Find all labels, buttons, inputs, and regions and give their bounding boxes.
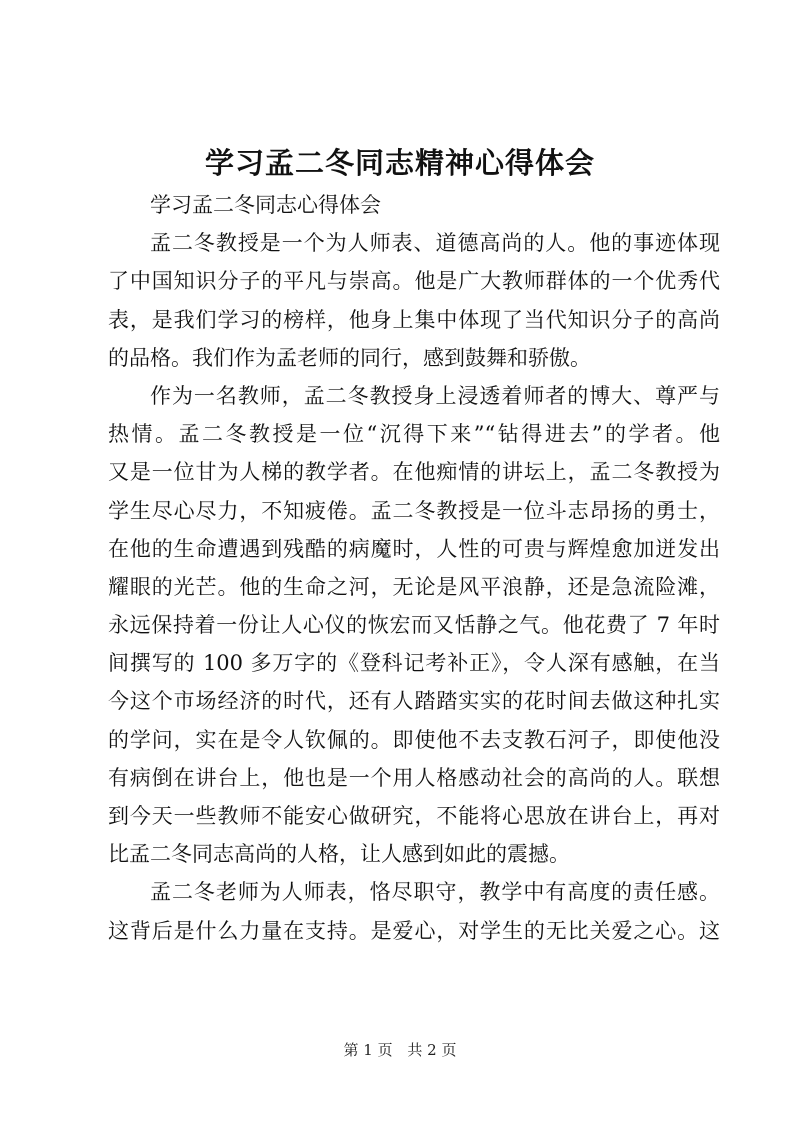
paragraph-1-line-3: 表，是我们学习的榜样，他身上集中体现了当代知识分子的高尚	[108, 307, 720, 332]
paragraph-2-line-9: 今这个市场经济的时代，还有人踏踏实实的花时间去做这种扎实	[108, 689, 720, 714]
paragraph-2-line-6: 耀眼的光芒。他的生命之河，无论是风平浪静，还是急流险滩，	[108, 574, 720, 599]
document-body	[108, 186, 720, 950]
paragraph-2-line-8: 间撰写的 100 多万字的《登科记考补正》，令人深有感触，在当	[108, 651, 720, 676]
paragraph-3-line-1: 孟二冬老师为人师表，恪尽职守，教学中有高度的责任感。	[150, 880, 720, 905]
paragraph-1-line-4: 的品格。我们作为孟老师的同行，感到鼓舞和骄傲。	[108, 345, 591, 370]
page-total: 共 2 页	[407, 1041, 457, 1059]
paragraph-2-line-12: 到今天一些教师不能安心做研究，不能将心思放在讲台上，再对	[108, 804, 720, 828]
page-footer	[0, 1040, 800, 1060]
paragraph-1-line-1: 孟二冬教授是一个为人师表、道德高尚的人。他的事迹体现	[150, 231, 720, 256]
paragraph-2-line-7: 永远保持着一份让人心仪的恢宏而又恬静之气。他花费了 7 年时	[108, 613, 720, 638]
paragraph-1-line-2: 了中国知识分子的平凡与崇高。他是广大教师群体的一个优秀代	[108, 269, 720, 294]
paragraph-2-line-1: 作为一名教师，孟二冬教授身上浸透着师者的博大、尊严与	[150, 383, 720, 408]
paragraph-2-line-2: 热情。孟二冬教授是一位“沉得下来”“钻得进去”的学者。他	[108, 422, 720, 447]
subtitle-line: 学习孟二冬同志心得体会	[150, 193, 381, 217]
paragraph-2-line-13: 比孟二冬同志高尚的人格，让人感到如此的震撼。	[108, 842, 570, 867]
document-title: 学习孟二冬同志精神心得体会	[204, 146, 595, 180]
paragraph-2-line-10: 的学问，实在是令人钦佩的。即使他不去支教石河子，即使他没	[108, 727, 720, 752]
paragraph-2-line-4: 学生尽心尽力，不知疲倦。孟二冬教授是一位斗志昂扬的勇士，	[108, 498, 720, 523]
paragraph-2-line-3: 又是一位甘为人梯的教学者。在他痴情的讲坛上，孟二冬教授为	[108, 460, 720, 485]
paragraph-3-line-2: 这背后是什么力量在支持。是爱心，对学生的无比关爱之心。这	[108, 918, 720, 943]
paragraph-2-line-11: 有病倒在讲台上，他也是一个用人格感动社会的高尚的人。联想	[108, 765, 720, 790]
page-number: 第 1 页	[343, 1041, 393, 1059]
paragraph-2-line-5: 在他的生命遭遇到残酷的病魔时，人性的可贵与辉煌愈加迸发出	[108, 536, 720, 561]
